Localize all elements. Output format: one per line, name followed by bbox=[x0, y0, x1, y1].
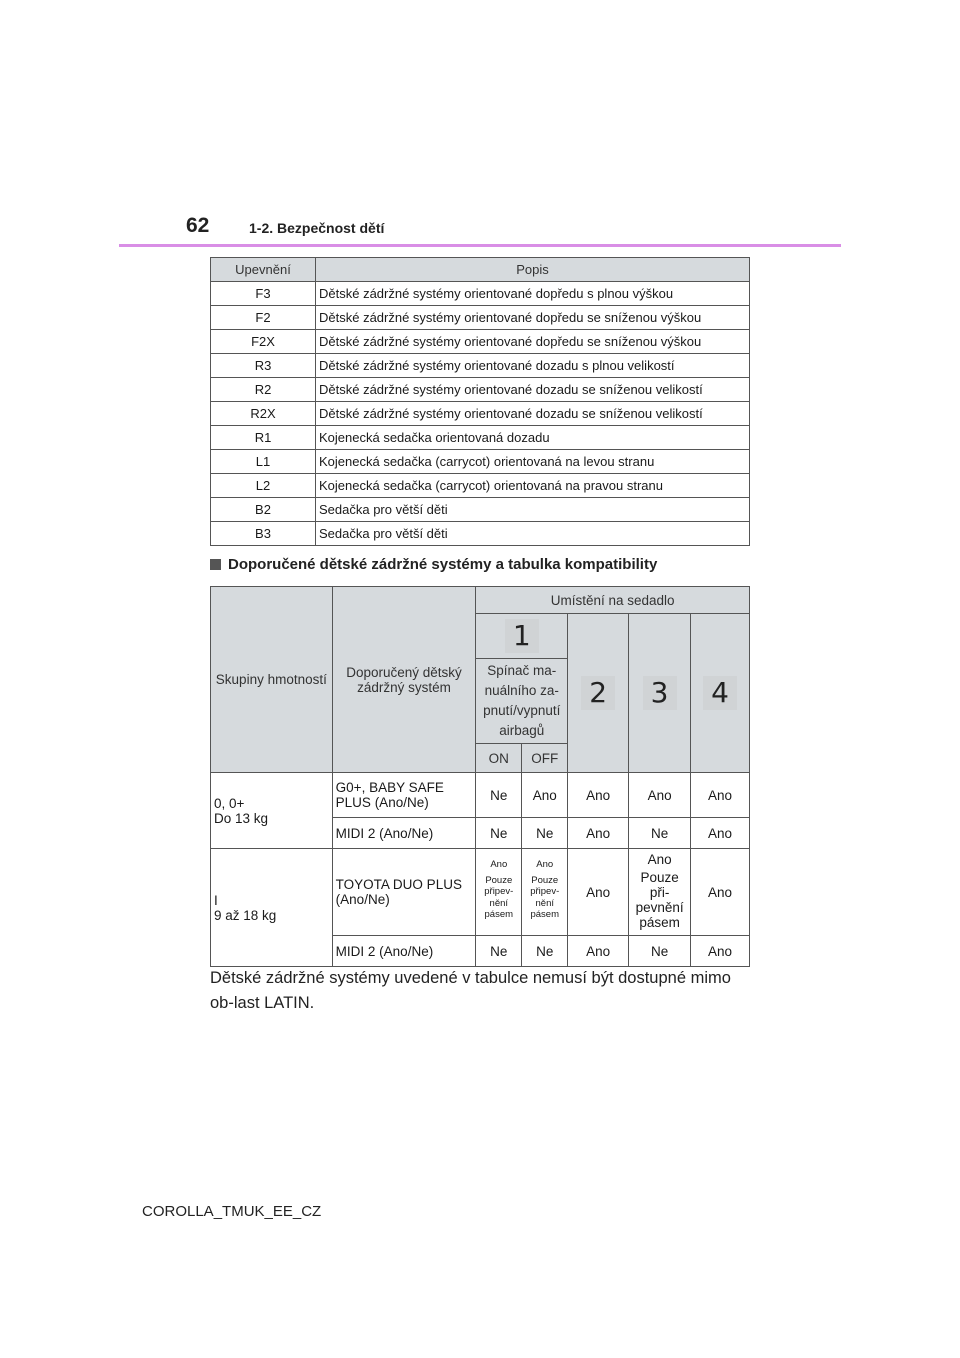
cell-on-value: Ano bbox=[490, 859, 508, 871]
fixture-description: Dětské zádržné systémy orientované dozadu s plnou velikostí bbox=[316, 354, 750, 378]
fixture-description: Sedačka pro větší děti bbox=[316, 498, 750, 522]
fixture-code: B2 bbox=[211, 498, 316, 522]
header-rule bbox=[119, 244, 841, 247]
cell-off: Ano bbox=[522, 773, 568, 818]
cell-off: Ne bbox=[522, 818, 568, 849]
table-row bbox=[211, 402, 750, 426]
cell-on: Ne bbox=[476, 936, 522, 967]
weight-group-range: 9 až 18 kg bbox=[214, 907, 277, 923]
section-title: 1-2. Bezpečnost dětí bbox=[249, 220, 385, 236]
cell-seat-3-value: Ano bbox=[647, 851, 672, 867]
seat-3-header bbox=[629, 614, 691, 773]
fixture-code: R2 bbox=[211, 378, 316, 402]
seat-3-icon: 3 bbox=[643, 676, 677, 710]
table-row bbox=[211, 450, 750, 474]
airbag-on-header: ON bbox=[476, 744, 522, 773]
seat-2-icon: 2 bbox=[581, 676, 615, 710]
fixture-code: R1 bbox=[211, 426, 316, 450]
compatibility-table bbox=[210, 586, 750, 967]
cell-seat-3-note: Pouze při-pevnění pásem bbox=[635, 869, 684, 930]
fixture-description: Dětské zádržné systémy orientované dopředu s plnou výškou bbox=[316, 282, 750, 306]
fixture-description: Dětské zádržné systémy orientované dopředu se sníženou výškou bbox=[316, 330, 750, 354]
system-name: MIDI 2 (Ano/Ne) bbox=[332, 936, 476, 967]
fixture-description: Sedačka pro větší děti bbox=[316, 522, 750, 546]
availability-note: Dětské zádržné systémy uvedené v tabulce nemusí být dostupné mimo ob-last LATIN. bbox=[210, 969, 731, 1012]
table-row bbox=[211, 330, 750, 354]
cell-seat-4: Ano bbox=[691, 818, 750, 849]
recommended-system-header: Doporučený dětský zádržný systém bbox=[332, 587, 476, 773]
airbag-switch-header: Spínač ma-nuálního za-pnutí/vypnutí airbagů bbox=[476, 659, 568, 744]
fixture-code: R2X bbox=[211, 402, 316, 426]
cell-seat-2: Ano bbox=[568, 936, 629, 967]
seat-4-header bbox=[691, 614, 750, 773]
table-row bbox=[211, 426, 750, 450]
cell-seat-3: Ne bbox=[629, 936, 691, 967]
fixture-code: B3 bbox=[211, 522, 316, 546]
seat-1-icon: 1 bbox=[505, 619, 539, 653]
cell-seat-3: Ne bbox=[629, 818, 691, 849]
cell-seat-4: Ano bbox=[691, 936, 750, 967]
fixtures-table bbox=[210, 257, 750, 546]
system-name: TOYOTA DUO PLUS (Ano/Ne) bbox=[332, 849, 476, 936]
fixture-description: Kojenecká sedačka (carrycot) orientovaná na levou stranu bbox=[316, 450, 750, 474]
cell-on bbox=[476, 849, 522, 936]
table-row bbox=[211, 849, 750, 936]
system-name: MIDI 2 (Ano/Ne) bbox=[332, 818, 476, 849]
fixture-description: Dětské zádržné systémy orientované dozadu se sníženou velikostí bbox=[316, 402, 750, 426]
cell-off bbox=[522, 849, 568, 936]
weight-group-label bbox=[211, 773, 333, 849]
cell-seat-2: Ano bbox=[568, 818, 629, 849]
weight-group-range: Do 13 kg bbox=[214, 810, 269, 826]
cell-seat-4: Ano bbox=[691, 773, 750, 818]
weight-group-label bbox=[211, 849, 333, 967]
weight-groups-header: Skupiny hmotností bbox=[211, 587, 333, 773]
cell-on-note: Pouze připev-nění pásem bbox=[484, 874, 514, 921]
cell-seat-2: Ano bbox=[568, 773, 629, 818]
table-row bbox=[211, 773, 750, 818]
fixture-code: F3 bbox=[211, 282, 316, 306]
seat-4-icon: 4 bbox=[703, 676, 737, 710]
table-row bbox=[211, 474, 750, 498]
fixture-code: L2 bbox=[211, 474, 316, 498]
cell-off: Ne bbox=[522, 936, 568, 967]
weight-group-name: 0, 0+ bbox=[214, 795, 245, 811]
compat-heading-text: Doporučené dětské zádržné systémy a tabulka kompatibility bbox=[228, 556, 658, 573]
fixture-description: Dětské zádržné systémy orientované dozadu se sníženou velikostí bbox=[316, 378, 750, 402]
cell-seat-3 bbox=[629, 849, 691, 936]
seating-position-header: Umístění na sedadlo bbox=[476, 587, 750, 614]
fixture-description: Kojenecká sedačka (carrycot) orientovaná na pravou stranu bbox=[316, 474, 750, 498]
table-row bbox=[211, 282, 750, 306]
fixture-code: F2X bbox=[211, 330, 316, 354]
cell-off-note: Pouze připev-nění pásem bbox=[530, 874, 560, 921]
table-row bbox=[211, 522, 750, 546]
fixtures-header-row bbox=[211, 258, 750, 282]
compat-header-row-1 bbox=[211, 587, 750, 614]
cell-on: Ne bbox=[476, 773, 522, 818]
fixtures-header-code: Upevnění bbox=[211, 258, 316, 282]
table-row bbox=[211, 378, 750, 402]
cell-seat-4: Ano bbox=[691, 849, 750, 936]
fixture-description: Dětské zádržné systémy orientované dopředu se sníženou výškou bbox=[316, 306, 750, 330]
cell-off-value: Ano bbox=[536, 859, 554, 871]
fixture-code: R3 bbox=[211, 354, 316, 378]
bullet-square-icon bbox=[210, 559, 221, 570]
seat-1-header bbox=[476, 614, 568, 659]
table-row bbox=[211, 354, 750, 378]
fixture-code: F2 bbox=[211, 306, 316, 330]
system-name: G0+, BABY SAFE PLUS (Ano/Ne) bbox=[332, 773, 476, 818]
fixture-code: L1 bbox=[211, 450, 316, 474]
fixture-description: Kojenecká sedačka orientovaná dozadu bbox=[316, 426, 750, 450]
weight-group-name: I bbox=[214, 892, 218, 908]
compat-heading bbox=[210, 556, 657, 573]
cell-on: Ne bbox=[476, 818, 522, 849]
page-number: 62 bbox=[186, 214, 210, 237]
fixtures-header-description: Popis bbox=[316, 258, 750, 282]
cell-seat-2: Ano bbox=[568, 849, 629, 936]
table-row bbox=[211, 498, 750, 522]
cell-seat-3: Ano bbox=[629, 773, 691, 818]
table-row bbox=[211, 306, 750, 330]
airbag-off-header: OFF bbox=[522, 744, 568, 773]
seat-2-header bbox=[568, 614, 629, 773]
document-code: COROLLA_TMUK_EE_CZ bbox=[142, 1203, 322, 1220]
